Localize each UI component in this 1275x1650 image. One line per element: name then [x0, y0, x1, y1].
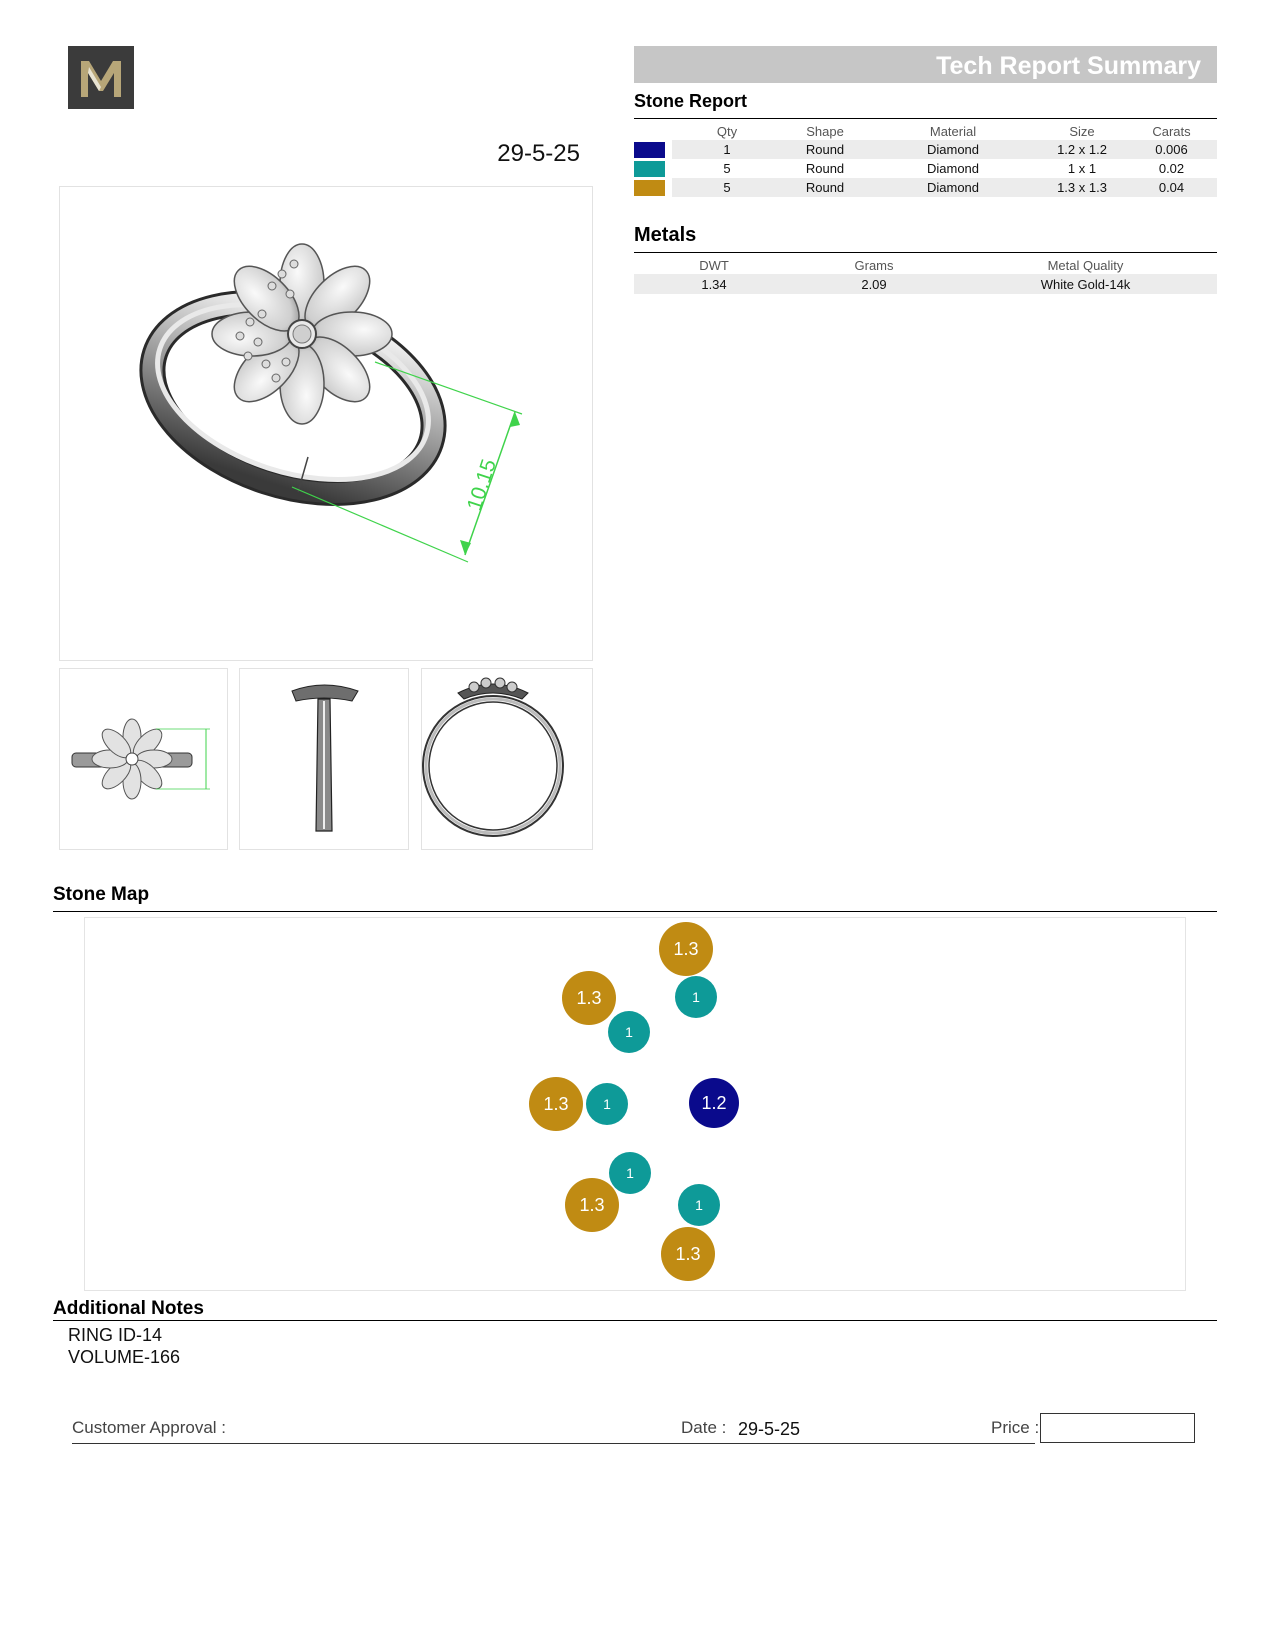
stone-carats: 0.02	[1158, 161, 1185, 176]
price-label: Price :	[991, 1418, 1040, 1437]
notes-body	[68, 1324, 180, 1368]
col-header-grams: Grams	[854, 257, 894, 273]
stone-report-heading: Stone Report	[634, 91, 748, 111]
color-swatch	[634, 142, 665, 158]
metals-table	[634, 256, 1217, 294]
metals-heading: Metals	[634, 224, 697, 246]
color-swatch	[634, 161, 665, 177]
metal-quality: White Gold-14k	[954, 274, 1217, 294]
metals-rule	[634, 252, 1217, 253]
ring-perspective-view	[59, 186, 593, 661]
stone-qty: 5	[672, 178, 782, 197]
stone-qty: 1	[672, 140, 782, 159]
customer-approval-label: Customer Approval :	[72, 1418, 227, 1437]
stone-map-heading: Stone Map	[53, 884, 150, 905]
stone-carats: 0.006	[1126, 140, 1217, 159]
table-row	[634, 274, 1217, 294]
date-label: Date :	[681, 1418, 727, 1437]
ring-side-view	[239, 668, 409, 850]
stone-marker: 1	[678, 1184, 720, 1226]
stone-marker: 1.3	[659, 922, 713, 976]
stone-marker: 1	[675, 976, 717, 1018]
stone-marker: 1.2	[689, 1078, 739, 1128]
color-swatch-cell	[634, 140, 672, 159]
note-line-ring-id: RING ID-14	[68, 1325, 163, 1345]
col-header-carats: Carats	[1152, 123, 1191, 139]
metal-grams: 2.09	[794, 274, 954, 294]
ring-top-view-image	[60, 669, 227, 849]
price-field[interactable]	[1040, 1413, 1195, 1443]
metal-dwt: 1.34	[634, 274, 794, 294]
company-logo	[68, 46, 134, 109]
stone-carats: 0.04	[1126, 178, 1217, 197]
dimension-label: 10.15	[462, 456, 501, 514]
stone-size: 1.2 x 1.2	[1038, 140, 1126, 159]
col-header-dwt: DWT	[699, 257, 729, 273]
stone-report-rule	[634, 118, 1217, 119]
approval-signature-line	[72, 1443, 1035, 1444]
col-header-shape: Shape	[806, 123, 844, 139]
stone-qty: 5	[723, 161, 731, 176]
color-swatch-cell	[634, 159, 672, 178]
stone-marker: 1.3	[565, 1178, 619, 1232]
col-header-metal-quality: Metal Quality	[1047, 257, 1124, 273]
ring-side-view-image	[240, 669, 408, 849]
stone-marker: 1	[609, 1152, 651, 1194]
col-header-size: Size	[1069, 123, 1095, 139]
stone-marker: 1.3	[562, 971, 616, 1025]
ring-top-view	[59, 668, 228, 850]
report-date: 29-5-25	[497, 140, 580, 167]
stone-marker: 1.3	[529, 1077, 583, 1131]
note-line-volume: VOLUME-166	[68, 1347, 181, 1367]
notes-heading: Additional Notes	[53, 1298, 204, 1319]
swatch-header	[634, 122, 672, 140]
ring-perspective-image	[60, 187, 592, 660]
stone-map-rule	[53, 911, 1217, 912]
notes-rule	[53, 1320, 1217, 1321]
table-row	[634, 159, 1217, 178]
table-row	[634, 140, 1217, 159]
stone-material: Diamond	[868, 178, 1038, 197]
page-title: Tech Report Summary	[634, 46, 1217, 83]
stone-shape: Round	[782, 140, 868, 159]
stone-map-panel	[84, 917, 1186, 1291]
col-header-qty: Qty	[716, 123, 738, 139]
ring-front-view-image	[422, 669, 592, 849]
stone-marker: 1	[586, 1083, 628, 1125]
ring-front-view	[421, 668, 593, 850]
stone-marker: 1	[608, 1011, 650, 1053]
color-swatch	[634, 180, 665, 196]
stone-marker: 1.3	[661, 1227, 715, 1281]
col-header-material: Material	[929, 123, 977, 139]
approval-date-value: 29-5-25	[738, 1419, 801, 1439]
stone-shape: Round	[782, 178, 868, 197]
logo-m-mark	[75, 55, 127, 101]
stone-size: 1 x 1	[1067, 161, 1097, 176]
stone-material: Diamond	[868, 140, 1038, 159]
stone-shape: Round	[805, 161, 845, 176]
color-swatch-cell	[634, 178, 672, 197]
stone-report-table	[634, 122, 1217, 197]
stone-material: Diamond	[926, 161, 980, 176]
table-row	[634, 178, 1217, 197]
stone-size: 1.3 x 1.3	[1038, 178, 1126, 197]
